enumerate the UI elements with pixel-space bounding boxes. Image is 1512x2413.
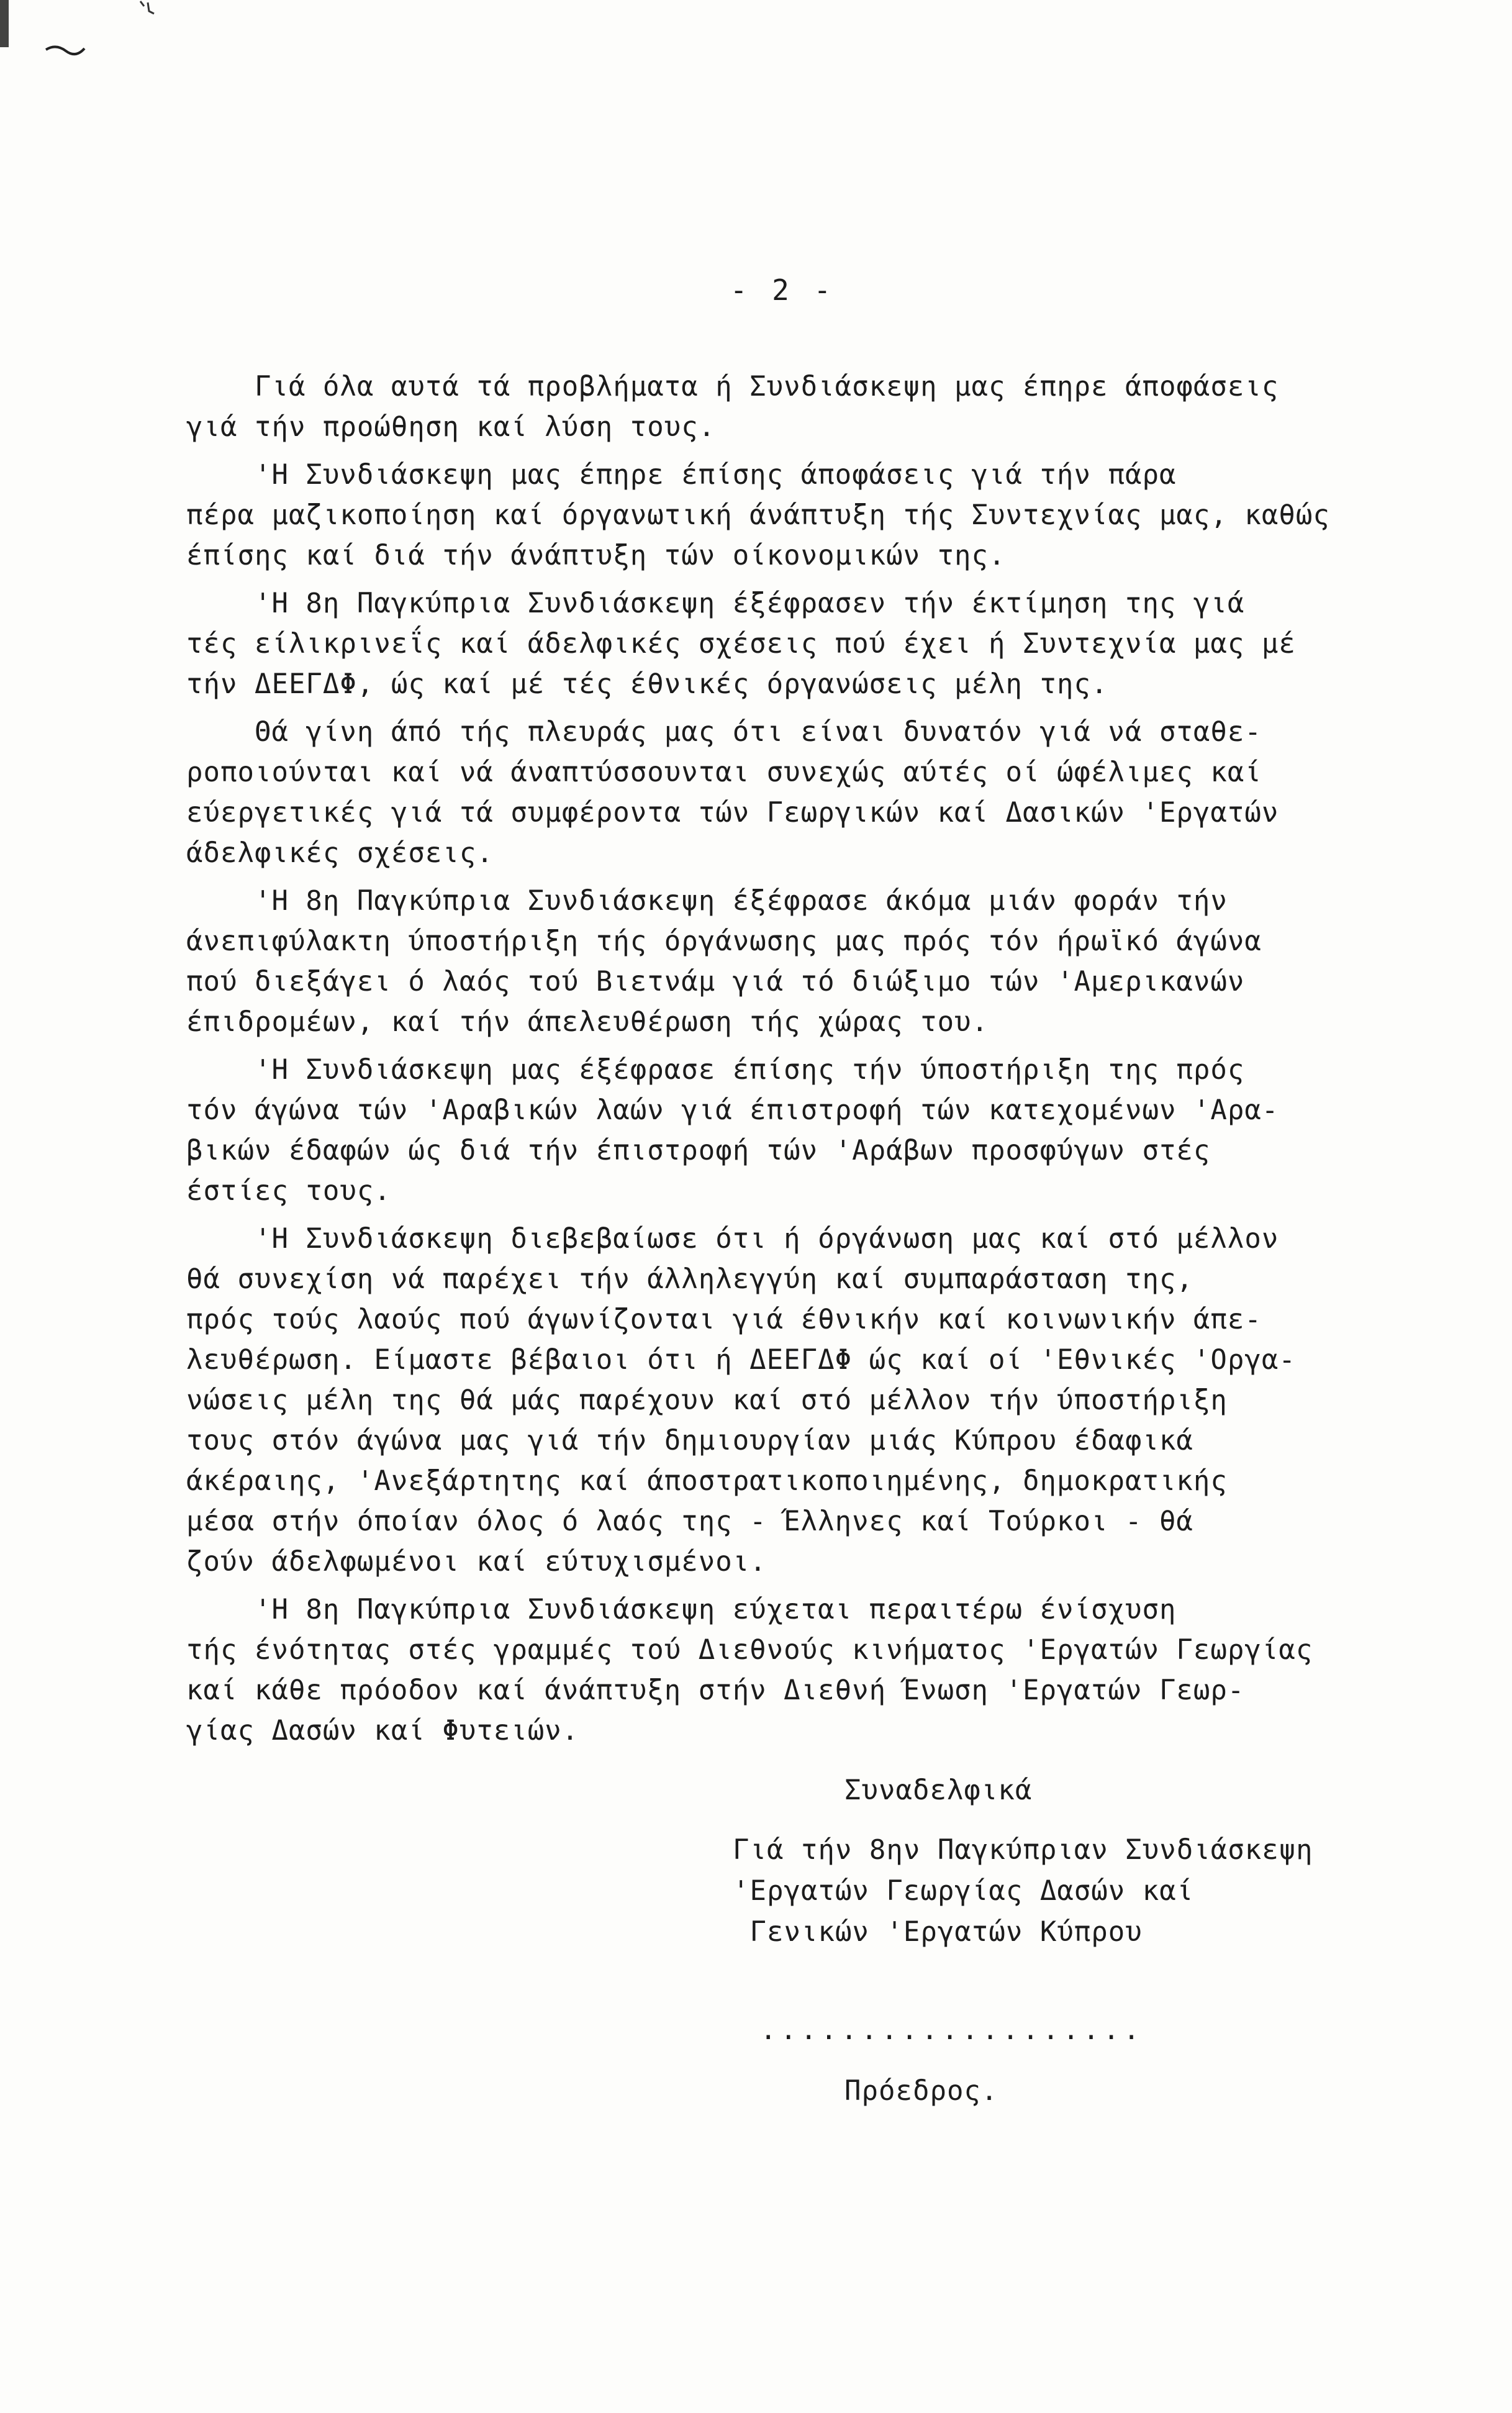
text-line: καί κάθε πρόοδον καί άνάπτυξη στήν Διεθνή Ένωση 'Εργατών Γεωρ- <box>186 1675 1245 1706</box>
text-line: έπίσης καί διά τήν άνάπτυξη τών οίκονομικών της. <box>186 540 1006 571</box>
signatory-title: Πρόεδρος. <box>844 2075 998 2107</box>
signature-block <box>733 1770 1416 2112</box>
text-line: λευθέρωση. Είμαστε βέβαιοι ότι ή ΔΕΕΓΔΦ ώς καί οί 'Εθνικές 'Οργα- <box>186 1344 1296 1376</box>
letter-body <box>186 366 1447 1758</box>
text-line: 'Η 8η Παγκύπρια Συνδιάσκεψη έξέφρασε άκόμα μιάν φοράν τήν <box>186 885 1228 917</box>
text-line: τους στόν άγώνα μας γιά τήν δημιουργίαν μιάς Κύπρου έδαφικά <box>186 1425 1193 1456</box>
text-line: 'Η 8η Παγκύπρια Συνδιάσκεψη εύχεται περαιτέρω ένίσχυση <box>186 1594 1177 1625</box>
text-line: 'Η 8η Παγκύπρια Συνδιάσκεψη έξέφρασεν τήν έκτίμηση της γιά <box>186 588 1245 619</box>
text-line: τής ένότητας στές γραμμές τού Διεθνούς κινήματος 'Εργατών Γεωργίας <box>186 1634 1313 1666</box>
text-line: τόν άγώνα τών 'Αραβικών λαών γιά έπιστροφή τών κατεχομένων 'Αρα- <box>186 1094 1279 1126</box>
salutation: Συναδελφικά <box>844 1775 1033 1806</box>
scan-edge-mark <box>0 0 9 118</box>
text-line: Θά γίνη άπό τής πλευράς μας ότι είναι δυνατόν γιά νά σταθε- <box>186 716 1262 748</box>
text-line: έπιδρομέων, καί τήν άπελευθέρωση τής χώρας του. <box>186 1006 989 1038</box>
text-line: γίας Δασών καί Φυτειών. <box>186 1715 579 1747</box>
text-line: βικών έδαφών ώς διά τήν έπιστροφή τών 'Αράβων προσφύγων στές <box>186 1135 1211 1166</box>
text-line: έστίες τους. <box>186 1175 391 1207</box>
text-line: άδελφικές σχέσεις. <box>186 837 494 869</box>
paragraph-3 <box>186 583 1447 704</box>
text-line: γιά τήν προώθηση καί λύση τους. <box>186 411 716 443</box>
text-line: πέρα μαζικοποίηση καί όργανωτική άνάπτυξη τής Συντεχνίας μας, καθώς <box>186 499 1330 531</box>
signatory-line: 'Εργατών Γεωργίας Δασών καί <box>733 1875 1194 1907</box>
text-line: μέσα στήν όποίαν όλος ό λαός της - Έλληνες καί Τούρκοι - θά <box>186 1506 1193 1537</box>
text-line: ζούν άδελφωμένοι καί εύτυχισμένοι. <box>186 1546 767 1578</box>
text-line: πού διεξάγει ό λαός τού Βιετνάμ γιά τό διώξιμο τών 'Αμερικανών <box>186 966 1245 997</box>
paragraph-7 <box>186 1219 1447 1582</box>
text-line: άκέραιης, 'Ανεξάρτητης καί άποστρατικοποιημένης, δημοκρατικής <box>186 1465 1228 1497</box>
paragraph-2 <box>186 455 1447 576</box>
text-line: νώσεις μέλη της θά μάς παρέχουν καί στό μέλλον τήν ύποστήριξη <box>186 1384 1228 1416</box>
paragraph-6 <box>186 1050 1447 1211</box>
text-line: θά συνεχίση νά παρέχει τήν άλληλεγγύη καί συμπαράσταση της, <box>186 1263 1193 1295</box>
text-line: Γιά όλα αυτά τά προβλήματα ή Συνδιάσκεψη μας έπηρε άποφάσεις <box>186 371 1279 402</box>
text-line: 'Η Συνδιάσκεψη μας έπηρε έπίσης άποφάσεις γιά τήν πάρα <box>186 459 1177 491</box>
text-line: 'Η Συνδιάσκεψη διεβεβαίωσε ότι ή όργάνωση μας καί στό μέλλον <box>186 1223 1279 1255</box>
paragraph-5 <box>186 881 1447 1042</box>
page-number: - 2 - <box>730 273 835 307</box>
text-line: τήν ΔΕΕΓΔΦ, ώς καί μέ τές έθνικές όργανώσεις μέλη της. <box>186 668 1108 700</box>
signatory-line: Γιά τήν 8ην Παγκύπριαν Συνδιάσκεψη <box>733 1834 1313 1866</box>
paragraph-4 <box>186 712 1447 873</box>
text-line: άνεπιφύλακτη ύποστήριξη τής όργάνωσης μας πρός τόν ήρωϊκό άγώνα <box>186 925 1262 957</box>
text-line: τές είλικρινεΐς καί άδελφικές σχέσεις πού έχει ή Συντεχνία μας μέ <box>186 628 1296 660</box>
text-line: 'Η Συνδιάσκεψη μας έξέφρασε έπίσης τήν ύποστήριξη της πρός <box>186 1054 1245 1086</box>
paragraph-1 <box>186 366 1447 447</box>
ink-mark <box>135 0 160 31</box>
paragraph-8 <box>186 1589 1447 1751</box>
ink-scribble <box>43 37 87 60</box>
signature-dots: ................... <box>760 2014 1144 2046</box>
text-line: ροποιούνται καί νά άναπτύσσουνται συνεχώς αύτές οί ώφέλιμες καί <box>186 757 1262 788</box>
text-line: εύεργετικές γιά τά συμφέροντα τών Γεωργικών καί Δασικών 'Εργατών <box>186 797 1279 829</box>
signatory-line: Γενικών 'Εργατών Κύπρου <box>733 1916 1143 1948</box>
text-line: πρός τούς λαούς πού άγωνίζονται γιά έθνικήν καί κοινωνικήν άπε- <box>186 1304 1262 1335</box>
